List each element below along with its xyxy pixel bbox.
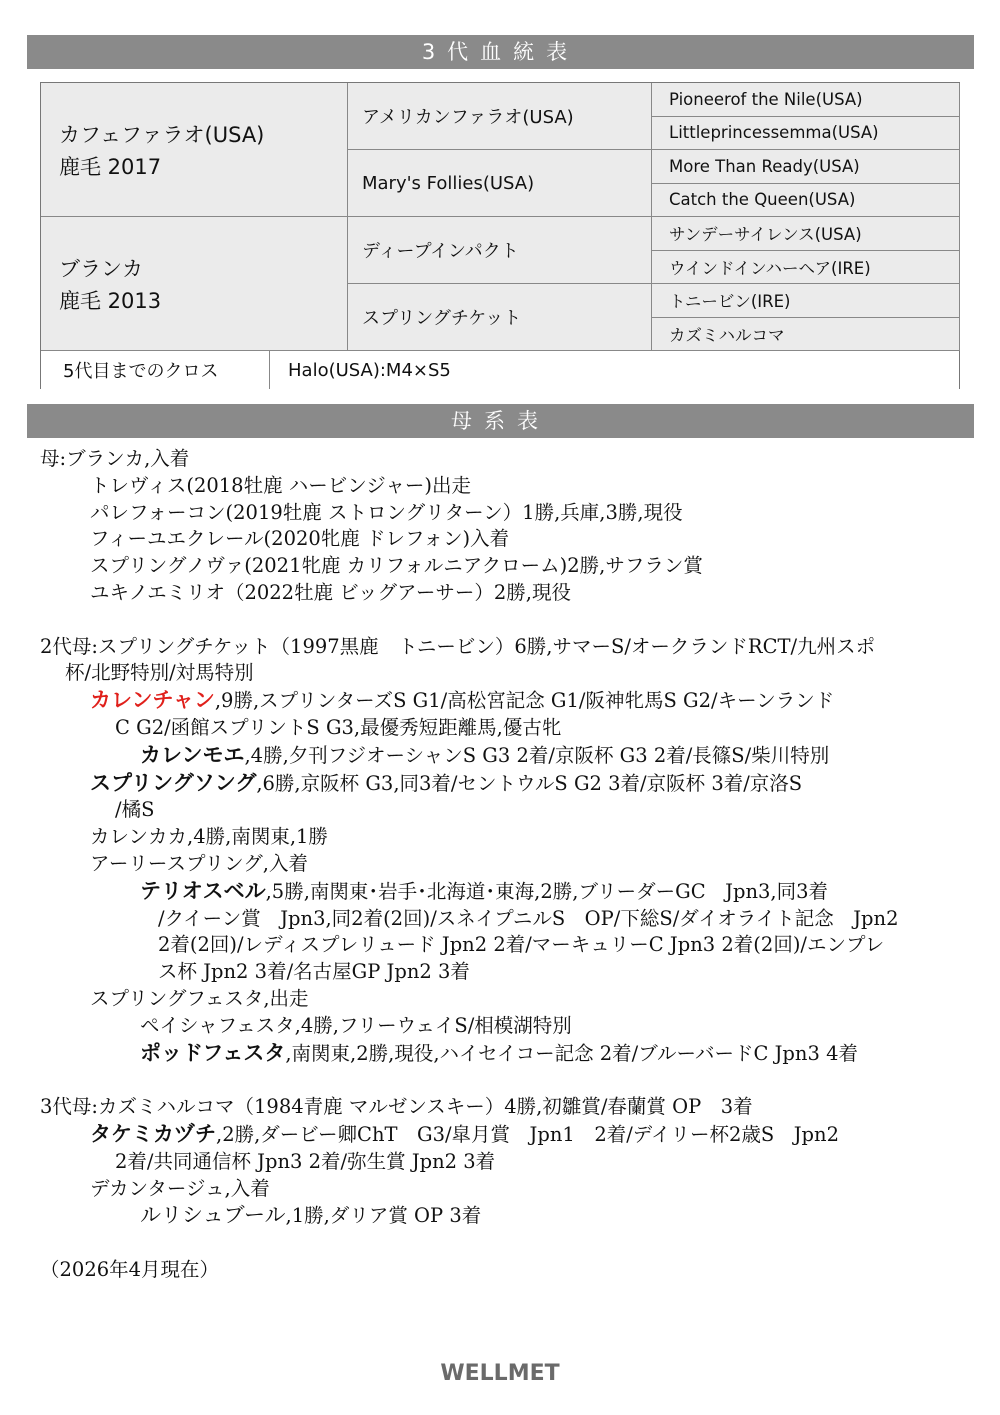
second-dam-line: 2代母:スプリングチケット（1997黒鹿 トニービン）6勝,サマーS/オークランドRCT/九州スポ [40, 634, 876, 658]
descendant-line-cont: 2着(2回)/レディスプレリュード Jpn2 2着/マーキュリーC Jpn3 2着(2回)/エンプレ [158, 933, 885, 957]
maternal-line-text [40, 446, 970, 1284]
g3-cell: カズミハルコマ [652, 318, 960, 352]
g3-cell: More Than Ready(USA) [652, 150, 960, 184]
pedigree-table [40, 82, 960, 389]
descendant-line: カレンカカ,4勝,南関東,1勝 [90, 825, 328, 849]
g3-cell: Catch the Queen(USA) [652, 184, 960, 218]
foal-line: トレヴィス(2018牡鹿 ハービンジャー)出走 [90, 473, 471, 497]
sire-dam-cell: Mary's Follies(USA) [348, 150, 652, 217]
descendant-line: テリオスベル,5勝,南関東･岩手･北海道･東海,2勝,ブリーダーGC Jpn3,同3着 [140, 878, 829, 903]
descendant-line: アーリースプリング,入着 [90, 851, 308, 875]
cross-value: Halo(USA):M4×S5 [288, 359, 451, 381]
g3-cell: サンデーサイレンス(USA) [652, 217, 960, 251]
dam-cell [41, 217, 348, 351]
horse-name: カズミハルコマ [97, 1095, 235, 1119]
g3-cell: Littleprincessemma(USA) [652, 117, 960, 151]
horse-name: ルリシュブール [140, 1203, 286, 1228]
maternal-section-header: 母系表 [27, 404, 974, 438]
sire-name: カフェファラオ(USA) [59, 123, 265, 147]
descendant-line: カレンチャン,9勝,スプリンターズS G1/高松宮記念 G1/阪神牝馬S G2/キーンランド [90, 688, 835, 713]
sire-cell [41, 83, 348, 217]
cross-row [41, 351, 959, 389]
dam-line: 母:ブランカ,入着 [40, 447, 190, 470]
dam-dam-cell: スプリングチケット [348, 284, 652, 351]
cross-label: 5代目までのクロス [41, 351, 270, 389]
foal-line: フィーユエクレール(2020牝鹿 ドレフォン)入着 [90, 527, 510, 551]
as-of-date: （2026年4月現在） [40, 1257, 220, 1281]
descendant-line-cont: ス杯 Jpn2 3着/名古屋GP Jpn2 3着 [158, 960, 470, 984]
descendant-line-cont: /橘S [115, 798, 155, 822]
sire-sire-cell: アメリカンファラオ(USA) [348, 83, 652, 150]
foal-line: パレフォーコン(2019牡鹿 ストロングリターン）1勝,兵庫,3勝,現役 [90, 500, 683, 524]
horse-name: カレンチャン [90, 688, 215, 713]
descendant-line: カレンモエ,4勝,夕刊フジオーシャンS G3 2着/京阪杯 G3 2着/長篠S/柴川特別 [140, 742, 830, 767]
sire-info: 鹿毛 2017 [59, 155, 162, 179]
horse-name: テリオスベル [140, 878, 266, 903]
descendant-line: ポッドフェスタ,南関東,2勝,現役,ハイセイコー記念 2着/ブルーバードC Jpn3 4着 [140, 1040, 858, 1065]
foal-line: ユキノエミリオ（2022牡鹿 ビッグアーサー）2勝,現役 [90, 580, 572, 604]
foal-line: スプリングノヴァ(2021牝鹿 カリフォルニアクローム)2勝,サフラン賞 [90, 554, 703, 578]
wellmet-logo: WELLMET [440, 1361, 560, 1386]
dam-name: ブランカ [59, 257, 143, 281]
pedigree-section-header: 3代血統表 [27, 35, 974, 69]
descendant-line: スプリングソング,6勝,京阪杯 G3,同3着/セントウルS G2 3着/京阪杯 3着/京洛S [90, 770, 803, 795]
g3-cell: トニービン(IRE) [652, 284, 960, 318]
descendant-line: ルリシュブール,1勝,ダリア賞 OP 3着 [140, 1203, 482, 1228]
g3-cell: Pioneerof the Nile(USA) [652, 83, 960, 117]
horse-name: タケミカヅチ [90, 1121, 216, 1146]
descendant-line: デカンタージュ,入着 [90, 1176, 270, 1200]
horse-name: スプリングソング [90, 770, 257, 795]
descendant-line: ペイシャフェスタ,4勝,フリーウェイS/相模湖特別 [140, 1013, 572, 1037]
descendant-line-cont: /クイーン賞 Jpn3,同2着(2回)/スネイプニルS OP/下総S/ダイオライト記念 Jpn2 [158, 906, 899, 930]
g3-cell: ウインドインハーヘア(IRE) [652, 251, 960, 285]
descendant-line-cont: C G2/函館スプリントS G3,最優秀短距離馬,優古牝 [115, 715, 562, 739]
descendant-line: タケミカヅチ,2勝,ダービー卿ChT G3/皐月賞 Jpn1 2着/デイリー杯2歳S Jpn2 [90, 1121, 839, 1146]
descendant-line-cont: 2着/共同通信杯 Jpn3 2着/弥生賞 Jpn2 3着 [115, 1149, 496, 1173]
horse-name: ポッドフェスタ [140, 1040, 286, 1065]
horse-name: カレンモエ [140, 742, 245, 767]
dam-sire-cell: ディープインパクト [348, 217, 652, 284]
third-dam-line: 3代母:カズミハルコマ（1984青鹿 マルゼンスキー）4勝,初雛賞/春蘭賞 OP 3着 [40, 1095, 753, 1119]
dam-info: 鹿毛 2013 [59, 289, 162, 313]
descendant-line: スプリングフェスタ,出走 [90, 986, 309, 1010]
second-dam-line-cont: 杯/北野特別/対馬特別 [65, 661, 254, 685]
